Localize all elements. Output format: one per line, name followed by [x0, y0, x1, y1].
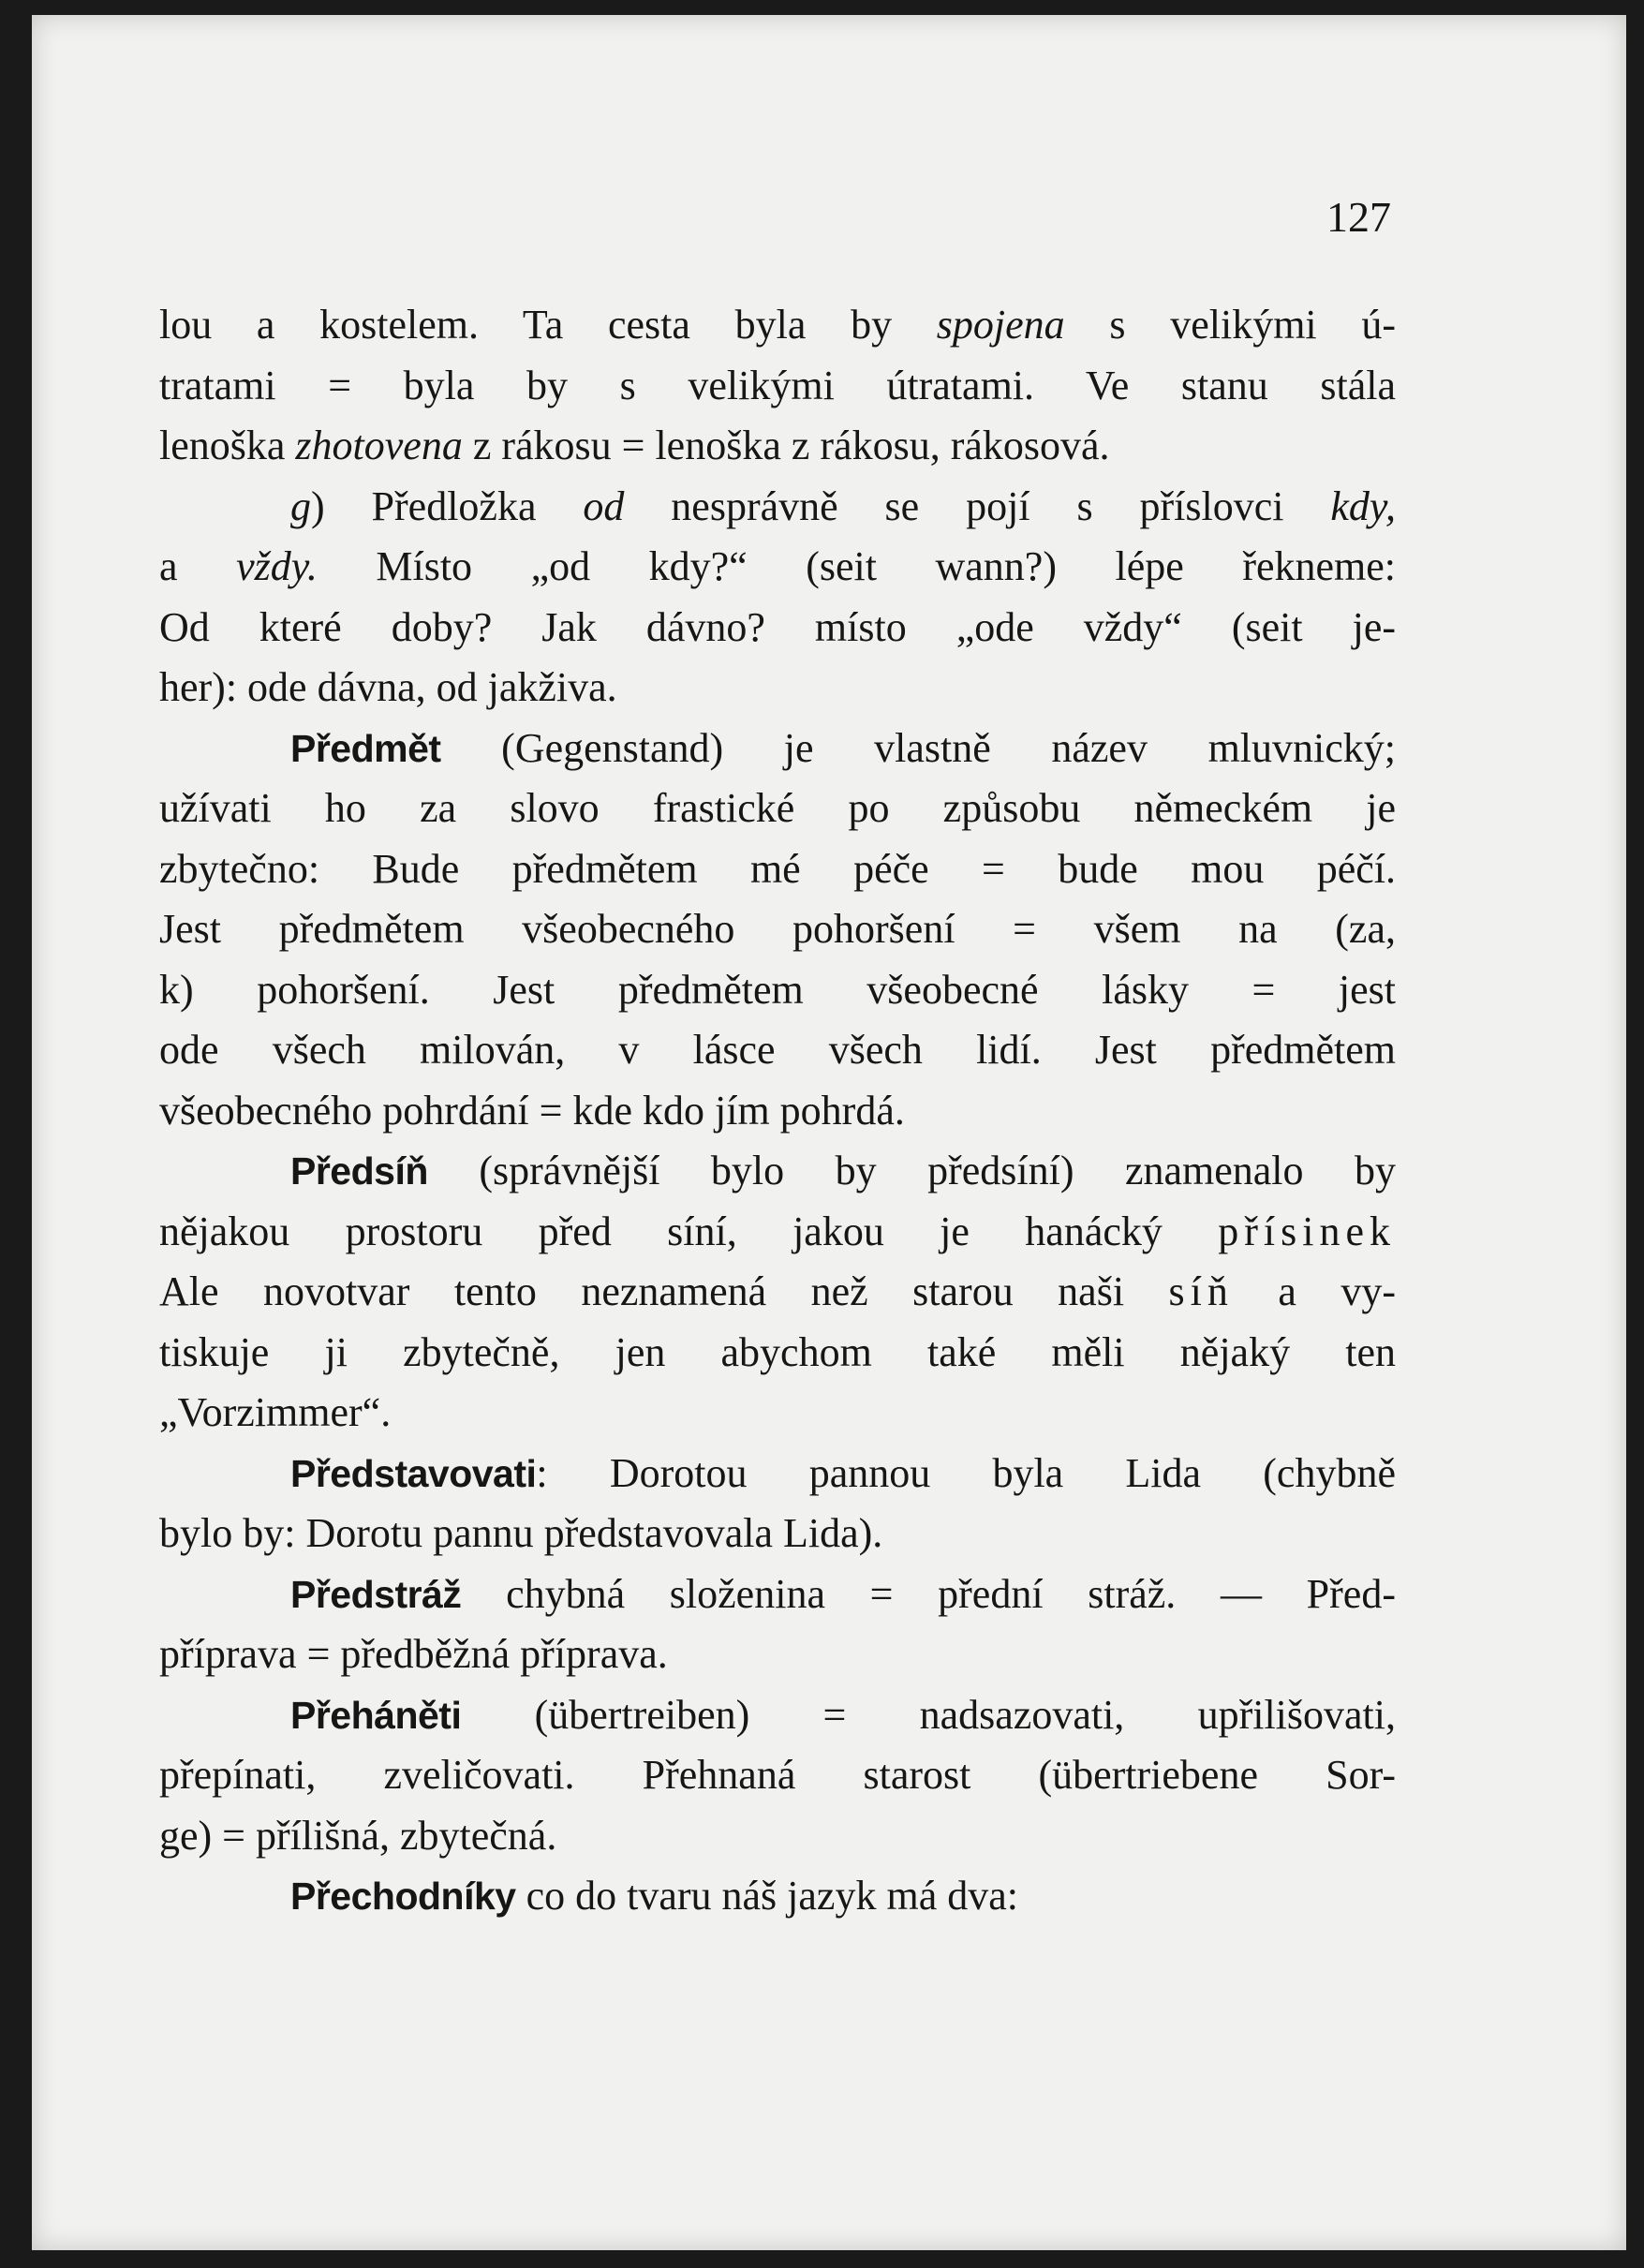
entry-term: Přeháněti	[290, 1693, 462, 1737]
text-line	[159, 1262, 1396, 1323]
text-line	[159, 1020, 1396, 1081]
text-line	[159, 1564, 1396, 1625]
text-line	[159, 899, 1396, 960]
text-line	[159, 1444, 1396, 1505]
text-line	[159, 477, 1396, 538]
text-run: co do tvaru náš jazyk má dva:	[515, 1873, 1018, 1919]
paragraph	[159, 1685, 1396, 1867]
text-run: nesprávně se pojí s příslovci	[624, 482, 1331, 529]
text-run: příprava = předběžná příprava.	[159, 1631, 668, 1677]
text-line	[159, 1745, 1396, 1806]
text-run: všeobecného pohrdání = kde kdo jím pohrdá.	[159, 1087, 905, 1134]
spaced-text: síň	[1168, 1268, 1234, 1314]
paragraph	[159, 295, 1396, 477]
text-run: a	[159, 543, 237, 589]
text-line	[159, 1383, 1396, 1444]
text-run: Ale novotvar tento neznamená než starou naši	[159, 1268, 1169, 1314]
text-run: zbytečno: Bude předmětem mé péče = bude mou péčí.	[159, 845, 1396, 892]
italic-text: spojena	[936, 302, 1065, 348]
text-line	[159, 1141, 1396, 1202]
text-line	[159, 1323, 1396, 1384]
text-run: ge) = přílišná, zbytečná.	[159, 1812, 557, 1859]
entry-term: Představovati	[290, 1451, 537, 1495]
text-line	[159, 1504, 1396, 1564]
text-line	[159, 1866, 1396, 1927]
text-line	[159, 1202, 1396, 1263]
body-text	[159, 295, 1396, 1927]
entry-term: Přechodníky	[290, 1875, 516, 1918]
paragraph	[159, 719, 1396, 1142]
text-run: chybná složenina = přední stráž. — Před-	[461, 1570, 1396, 1617]
text-run: „Vorzimmer“.	[159, 1389, 392, 1435]
entry-term: Předsíň	[290, 1149, 428, 1193]
text-line	[159, 537, 1396, 598]
text-line	[159, 778, 1396, 839]
text-line	[159, 1624, 1396, 1685]
text-line	[159, 1081, 1396, 1142]
spaced-text: přísinek	[1218, 1208, 1396, 1254]
text-line	[159, 658, 1396, 719]
paragraph	[159, 477, 1396, 719]
paragraph	[159, 1564, 1396, 1685]
text-line	[159, 295, 1396, 356]
text-run: bylo by: Dorotu pannu představovala Lida).	[159, 1510, 883, 1556]
italic-text: vždy.	[236, 543, 318, 589]
entry-term: Předstráž	[290, 1572, 462, 1616]
text-run: s velikými ú-	[1064, 302, 1397, 348]
entry-term: Předmět	[290, 726, 441, 770]
text-run: (správnější bylo by předsíní) znamenalo by	[427, 1148, 1396, 1193]
text-run: : Dorotou pannou byla Lida (chybně	[536, 1449, 1396, 1496]
text-run: Od které doby? Jak dávno? místo „ode vždy“ (seit je-	[159, 603, 1396, 650]
text-line	[159, 960, 1396, 1021]
text-run: ) Předložka	[311, 482, 584, 529]
text-line	[159, 839, 1396, 900]
text-run: (Gegenstand) je vlastně název mluvnický;	[440, 724, 1396, 771]
italic-text: od	[583, 482, 625, 529]
italic-text: kdy,	[1330, 482, 1396, 529]
text-run: k) pohoršení. Jest předmětem všeobecné lásky = jest	[159, 966, 1396, 1013]
text-run: Jest předmětem všeobecného pohoršení = všem na (za,	[159, 906, 1396, 952]
text-run: tiskuje ji zbytečně, jen abychom také měli nějaký ten	[159, 1328, 1396, 1375]
text-run: přepínati, zveličovati. Přehnaná starost (übertriebene Sor-	[159, 1752, 1396, 1798]
text-run: a vy-	[1233, 1268, 1397, 1314]
text-run: nějakou prostoru před síní, jakou je hanácký	[159, 1208, 1219, 1254]
text-run: užívati ho za slovo frastické po způsobu německém je	[159, 785, 1396, 831]
italic-text: zhotovena	[295, 422, 463, 468]
text-run: her): ode dávna, od jakživa.	[159, 664, 617, 710]
text-line	[159, 719, 1396, 779]
italic-text: g	[290, 482, 311, 529]
paragraph	[159, 1444, 1396, 1564]
text-line	[159, 598, 1396, 659]
page-number: 127	[1326, 193, 1391, 241]
text-run: tratami = byla by s velikými útratami. Ve stanu stála	[159, 362, 1396, 408]
text-run: lenoška	[159, 422, 296, 468]
text-line	[159, 356, 1396, 417]
text-line	[159, 1806, 1396, 1867]
text-run: Místo „od kdy?“ (seit wann?) lépe řekneme:	[317, 543, 1397, 589]
text-run: ode všech milován, v lásce všech lidí. Jest předmětem	[159, 1027, 1396, 1073]
text-line	[159, 1685, 1396, 1746]
text-line	[159, 416, 1396, 477]
text-run: (übertreiben) = nadsazovati, upřilišovati,	[461, 1691, 1396, 1738]
paragraph	[159, 1866, 1396, 1927]
paragraph	[159, 1141, 1396, 1444]
text-run: z rákosu = lenoška z rákosu, rákosová.	[462, 422, 1110, 468]
text-run: lou a kostelem. Ta cesta byla by	[159, 302, 937, 348]
